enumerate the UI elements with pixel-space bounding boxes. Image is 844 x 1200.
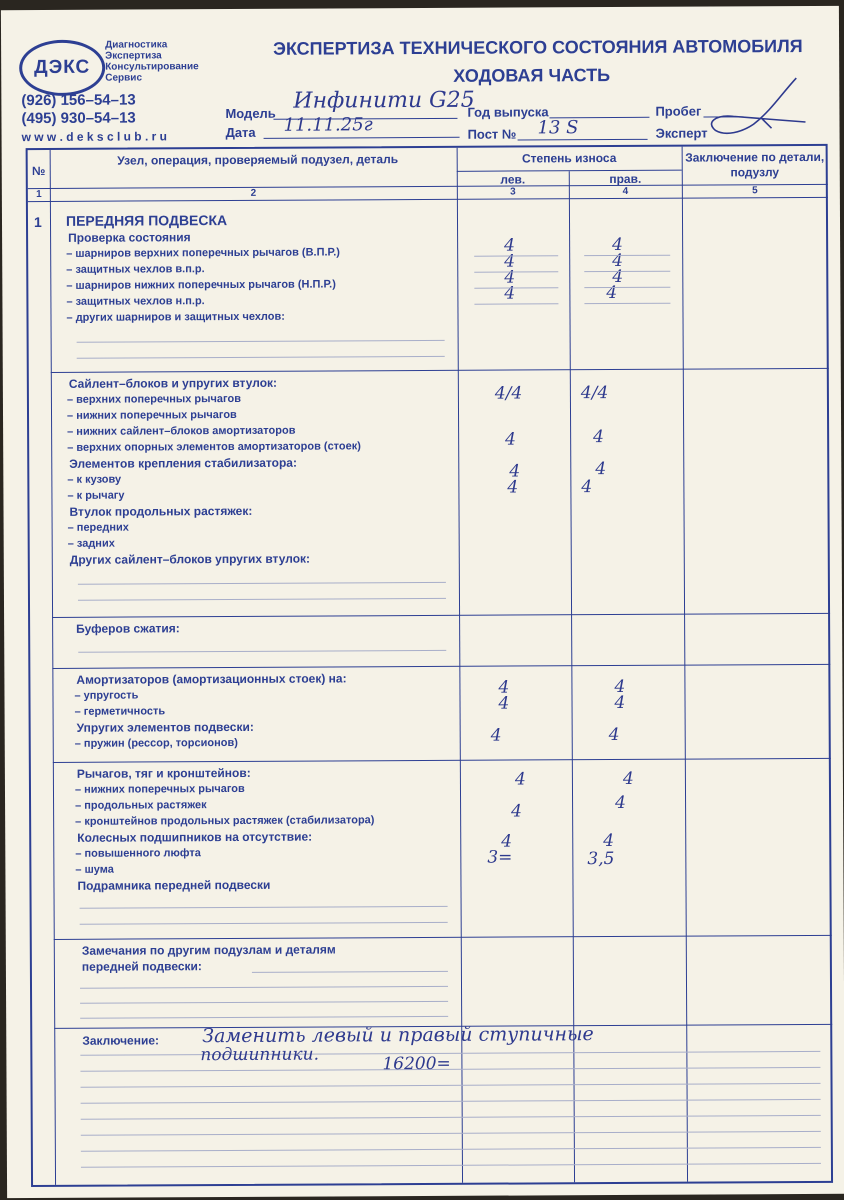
list-item: – нижних сайлент–блоков амортизаторов xyxy=(67,424,296,438)
col-num: 4 xyxy=(622,185,629,197)
list-item: – к рычагу xyxy=(67,489,125,502)
list-item: – шарниров верхних поперечных рычагов (В.П.Р.) xyxy=(66,246,340,260)
wear-right[interactable]: 4 xyxy=(614,676,626,697)
col-num: 2 xyxy=(250,187,257,199)
model-label: Модель xyxy=(225,105,276,122)
wear-left[interactable]: 4 xyxy=(509,461,521,482)
col-right-header: прав. xyxy=(609,171,642,187)
block-heading: Элементов крепления стабилизатора: xyxy=(69,455,297,471)
wear-right[interactable]: 4 xyxy=(595,459,607,480)
model-value[interactable]: Инфинити G25 xyxy=(293,87,475,114)
col-num: 3 xyxy=(510,186,516,198)
wear-right[interactable]: 4 xyxy=(612,234,624,256)
block-heading: Колесных подшипников на отсутствие: xyxy=(77,829,313,845)
list-item: – защитных чехлов в.п.р. xyxy=(66,263,205,276)
wear-right[interactable]: 4 xyxy=(612,250,624,272)
list-item: – повышенного люфта xyxy=(75,847,201,860)
conclusion-amount[interactable]: 16200= xyxy=(382,1053,451,1075)
wear-left[interactable]: 4 xyxy=(504,267,516,288)
logo-line: Сервис xyxy=(105,72,143,84)
wear-left[interactable]: 4 xyxy=(507,477,519,498)
wear-left[interactable]: 4 xyxy=(504,251,516,272)
conclusion-label: Заключение: xyxy=(82,1033,160,1048)
block-heading: Упругих элементов подвески: xyxy=(76,719,254,735)
list-item: – к кузову xyxy=(67,473,122,486)
list-item: – герметичность xyxy=(74,705,166,718)
section-number: 1 xyxy=(33,213,42,231)
wear-left[interactable]: 4 xyxy=(498,693,510,714)
col-left-header: лев. xyxy=(500,172,526,187)
wear-right[interactable]: 4 xyxy=(593,427,605,448)
wear-left[interactable]: 4 xyxy=(504,235,516,256)
list-item: – нижних поперечных рычагов xyxy=(66,408,237,422)
wear-left[interactable]: 4 xyxy=(514,769,526,790)
col-num: 1 xyxy=(36,188,42,201)
logo-line: Экспертиза xyxy=(105,50,162,62)
conclusion-line-2[interactable]: подшипники. xyxy=(200,1044,320,1066)
wear-right[interactable]: 4/4 xyxy=(580,383,609,404)
inspection-table xyxy=(26,144,833,1187)
list-item: – верхних опорных элементов амортизаторов (стоек) xyxy=(67,440,361,454)
phone-1: (926) 156–54–13 xyxy=(21,91,136,110)
wear-right[interactable]: 4 xyxy=(622,768,634,789)
block-heading: Замечания по другим подузлам и деталям xyxy=(81,942,336,958)
list-item: – шума xyxy=(75,863,114,876)
wear-right[interactable]: 4 xyxy=(606,282,618,304)
post-line xyxy=(518,139,648,141)
expert-signature-icon xyxy=(701,72,811,149)
wear-right[interactable]: 4 xyxy=(614,692,626,713)
wear-left[interactable]: 4 xyxy=(504,283,516,304)
form-sheet xyxy=(1,6,844,1198)
wear-right[interactable]: 3,5 xyxy=(587,849,615,870)
list-item: – задних xyxy=(67,537,115,550)
list-item: – упругость xyxy=(74,689,139,702)
col-wear-header: Степень износа xyxy=(521,150,617,166)
page-title: ЭКСПЕРТИЗА ТЕХНИЧЕСКОГО СОСТОЯНИЯ АВТОМОБИЛЯ xyxy=(273,36,803,59)
mileage-label: Пробег xyxy=(655,103,702,119)
year-label: Год выпуска xyxy=(467,104,549,120)
section-title: ПЕРЕДНЯЯ ПОДВЕСКА xyxy=(65,212,228,229)
list-item: – продольных растяжек xyxy=(75,799,207,812)
page-subtitle: ХОДОВАЯ ЧАСТЬ xyxy=(453,65,611,86)
wear-right[interactable]: 4 xyxy=(615,792,626,813)
post-value[interactable]: 13 S xyxy=(537,117,579,139)
wear-left[interactable]: 3= xyxy=(487,847,513,868)
wear-left[interactable]: 4/4 xyxy=(494,383,523,404)
wear-left[interactable]: 4 xyxy=(498,677,510,698)
block-heading: Амортизаторов (амортизационных стоек) на: xyxy=(76,671,347,687)
date-value[interactable]: 11.11.25г xyxy=(283,114,373,136)
expert-label: Эксперт xyxy=(655,125,708,141)
list-item: – верхних поперечных рычагов xyxy=(66,392,241,406)
list-item: – кронштейнов продольных растяжек (стабилизатора) xyxy=(75,814,375,828)
wear-left[interactable]: 4 xyxy=(505,429,517,450)
block-heading: Сайлент–блоков и упругих втулок: xyxy=(68,375,278,391)
list-item: – защитных чехлов н.п.р. xyxy=(66,295,205,308)
block-heading: передней подвески: xyxy=(81,959,202,974)
date-label: Дата xyxy=(225,124,256,141)
wear-right[interactable]: 4 xyxy=(608,724,620,746)
wear-right[interactable]: 4 xyxy=(581,477,593,498)
block-heading: Втулок продольных растяжек: xyxy=(69,503,253,519)
logo-line: Консультирование xyxy=(105,61,199,73)
block-heading: Других сайлент–блоков упругих втулок: xyxy=(69,551,311,567)
col-node-header: Узел, операция, проверяемый подузел, деталь xyxy=(117,152,399,168)
logo-line: Диагностика xyxy=(105,39,168,51)
col-no-header: № xyxy=(31,163,46,179)
block-heading: Подрамника передней подвески xyxy=(77,877,271,893)
list-item: – пружин (рессор, торсионов) xyxy=(74,736,238,750)
website: w w w . d e k s c l u b . r u xyxy=(21,129,167,145)
phone-2: (495) 930–54–13 xyxy=(21,109,136,128)
wear-left[interactable]: 4 xyxy=(501,831,513,852)
deks-logo: ДЭКС xyxy=(19,40,105,96)
date-line xyxy=(264,137,460,139)
block-heading: Проверка состояния xyxy=(68,230,191,245)
wear-left[interactable]: 4 xyxy=(511,801,522,822)
conclusion-line-1[interactable]: Заменить левый и правый ступичные xyxy=(202,1023,594,1048)
col-num: 5 xyxy=(752,185,758,197)
wear-right[interactable]: 4 xyxy=(603,831,615,852)
col-conclusion-header: Заключение по детали, подузлу xyxy=(685,149,825,180)
list-item: – передних xyxy=(67,521,129,534)
list-item: – нижних поперечных рычагов xyxy=(74,782,245,796)
list-item: – шарниров нижних поперечных рычагов (Н.П.Р.) xyxy=(66,278,336,292)
block-heading: Буферов сжатия: xyxy=(76,621,180,636)
block-heading: Рычагов, тяг и кронштейнов: xyxy=(76,765,251,781)
wear-left[interactable]: 4 xyxy=(490,725,502,746)
wear-right[interactable]: 4 xyxy=(612,266,624,288)
post-label: Пост № xyxy=(467,126,517,142)
list-item: – других шарниров и защитных чехлов: xyxy=(66,310,285,324)
